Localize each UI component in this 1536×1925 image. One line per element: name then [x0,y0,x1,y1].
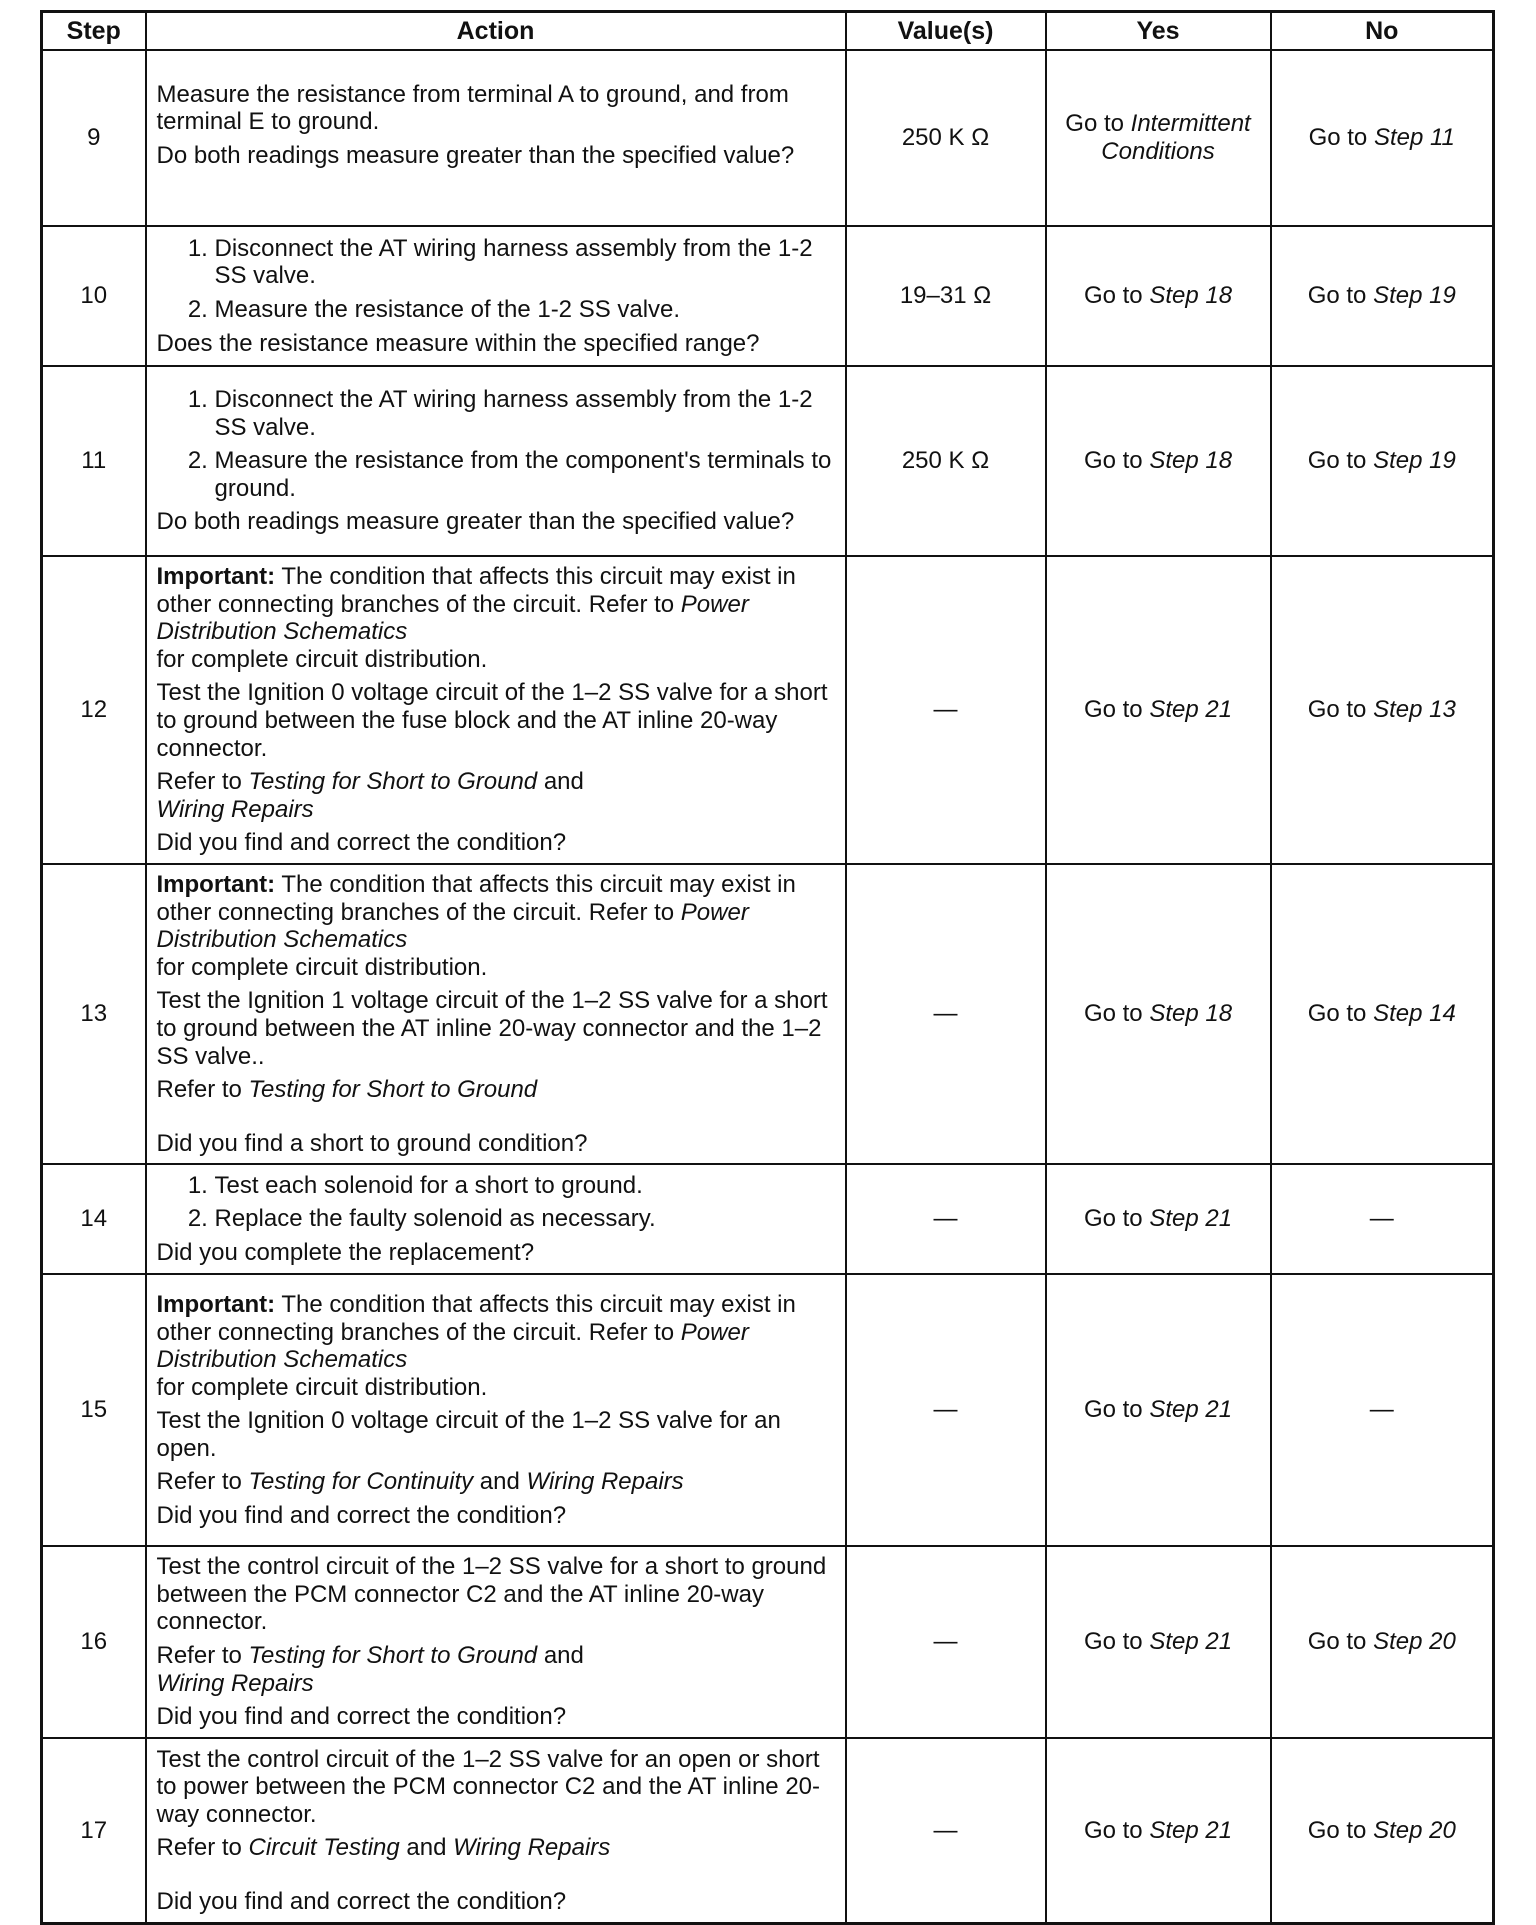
no-link: Step 14 [1373,1000,1456,1028]
value-cell: 19–31 Ω [846,226,1046,366]
value-cell: — [846,1164,1046,1274]
no-cell: Go to Step 11 [1271,50,1494,226]
action-question: Did you find and correct the condition? [156,1502,567,1530]
no-link: Step 19 [1373,282,1456,310]
important-label: Important: [156,563,276,590]
value-cell: 250 K Ω [846,366,1046,556]
table-row [42,1738,1494,1924]
action-cell [146,556,846,864]
important-label: Important: [156,1290,276,1318]
reference-link: Wiring Repairs [526,1468,684,1496]
reference-link: Power Distribution Schematics [156,590,749,646]
action-instruction: Test the control circuit of the 1–2 SS valve for a short to ground between the PCM connector C2 and the AT inline 20-way connector. [156,1553,827,1636]
action-reference: Refer to Testing for Short to Ground [156,1076,538,1104]
table-row [42,1274,1494,1546]
reference-link: Testing for Short to Ground [248,1076,538,1104]
yes-link: Step 21 [1149,1396,1233,1424]
no-cell: Go to Step 19 [1271,226,1494,366]
step-number: 17 [42,1738,146,1924]
action-list-item: 2. Measure the resistance of the 1-2 SS valve. [215,296,835,324]
action-list-item: 1. Disconnect the AT wiring harness assembly from the 1-2 SS valve. [215,235,835,290]
action-question: Do both readings measure greater than the specified value? [156,141,795,169]
action-instruction: Test the Ignition 0 voltage circuit of the 1–2 SS valve for a short to ground between the fuse block and the AT inline 20-way connector. [156,679,828,762]
reference-link: Wiring Repairs [156,1669,314,1697]
action-reference: Refer to Testing for Short to Ground and Wiring Repairs [156,768,584,823]
important-note: Important: The condition that affects this circuit may exist in other connecting branches of the circuit. Refer to Power Distribution Schematics for complete circuit distribution. [156,563,796,673]
yes-cell: Go to Step 18 [1046,226,1271,366]
action-question: Did you complete the replacement? [156,1239,535,1267]
value-cell: — [846,1546,1046,1738]
action-reference: Refer to Testing for Continuity and Wiring Repairs [156,1468,684,1496]
action-instruction: Test the Ignition 1 voltage circuit of the 1–2 SS valve for a short to ground between the AT inline 20-way connector and the 1–2 SS valve.. [156,987,828,1070]
action-reference: Refer to Circuit Testing and Wiring Repairs [156,1834,611,1862]
table-row [42,1164,1494,1274]
action-reference: Refer to Testing for Short to Ground and Wiring Repairs [156,1642,584,1697]
action-question: Did you find and correct the condition? [156,1887,567,1915]
reference-link: Testing for Continuity [248,1468,474,1496]
table-header-row [42,12,1494,51]
no-cell: Go to Step 20 [1271,1546,1494,1738]
no-link: Step 20 [1373,1816,1456,1844]
header-step: Step [42,12,146,51]
reference-link: Wiring Repairs [453,1834,611,1862]
action-cell [146,366,846,556]
action-list-item: 1. Test each solenoid for a short to ground. [215,1172,835,1200]
yes-link: Step 21 [1149,696,1233,724]
important-note: Important: The condition that affects this circuit may exist in other connecting branches of the circuit. Refer to Power Distribution Schematics for complete circuit distribution. [156,870,796,981]
step-number: 15 [42,1274,146,1546]
yes-link: Step 21 [1149,1816,1233,1844]
important-note: Important: The condition that affects this circuit may exist in other connecting branches of the circuit. Refer to Power Distribution Schematics for complete circuit distribution. [156,1290,796,1401]
no-cell: — [1271,1274,1494,1546]
reference-link: Testing for Short to Ground [248,1642,538,1670]
action-question: Did you find a short to ground condition? [156,1129,588,1157]
step-number: 16 [42,1546,146,1738]
action-question: Did you find and correct the condition? [156,1703,567,1731]
step-number: 11 [42,366,146,556]
reference-link: Wiring Repairs [156,795,314,823]
header-action: Action [146,12,846,51]
no-cell: Go to Step 20 [1271,1738,1494,1924]
no-cell: Go to Step 13 [1271,556,1494,864]
table-row [42,864,1494,1164]
no-cell: — [1271,1164,1494,1274]
action-list-item: 1. Disconnect the AT wiring harness assembly from the 1-2 SS valve. [215,386,835,441]
yes-link: Step 18 [1149,1000,1233,1028]
no-link: Step 20 [1373,1628,1456,1656]
yes-cell: Go to Step 21 [1046,1274,1271,1546]
table-row [42,50,1494,226]
reference-link: Power Distribution Schematics [156,1318,749,1374]
action-cell [146,1738,846,1924]
header-values: Value(s) [846,12,1046,51]
value-cell: 250 K Ω [846,50,1046,226]
reference-link: Power Distribution Schematics [156,898,749,954]
action-cell [146,226,846,366]
action-cell [146,1274,846,1546]
no-link: Step 11 [1373,124,1455,152]
value-cell: — [846,1274,1046,1546]
table-row [42,226,1494,366]
important-label: Important: [156,870,276,898]
action-instruction: Test the Ignition 0 voltage circuit of the 1–2 SS valve for an open. [156,1407,781,1462]
reference-link: Testing for Short to Ground [248,768,538,796]
action-list-item: 2. Measure the resistance from the component's terminals to ground. [215,447,835,502]
reference-link: Circuit Testing [248,1834,400,1862]
step-number: 9 [42,50,146,226]
yes-cell: Go to Step 18 [1046,366,1271,556]
action-question: Do both readings measure greater than the specified value? [156,508,795,536]
action-cell [146,1546,846,1738]
step-number: 10 [42,226,146,366]
action-instruction: Test the control circuit of the 1–2 SS valve for an open or short to power between the PCM connector C2 and the AT inline 20-way connector. [156,1745,821,1828]
yes-link: Intermittent Conditions [1101,110,1251,165]
table-row [42,1546,1494,1738]
action-cell [146,50,846,226]
header-no: No [1271,12,1494,51]
value-cell: — [846,556,1046,864]
action-question: Did you find and correct the condition? [156,829,567,857]
table-row [42,366,1494,556]
yes-cell: Go to Intermittent Conditions [1046,50,1271,226]
no-cell: Go to Step 14 [1271,864,1494,1164]
yes-link: Step 21 [1149,1628,1233,1656]
header-yes: Yes [1046,12,1271,51]
step-number: 14 [42,1164,146,1274]
step-number: 12 [42,556,146,864]
yes-cell: Go to Step 18 [1046,864,1271,1164]
action-cell [146,1164,846,1274]
action-instruction: Measure the resistance from terminal A to ground, and from terminal E to ground. [156,80,789,136]
value-cell: — [846,864,1046,1164]
action-question: Does the resistance measure within the specified range? [156,329,760,357]
action-cell [146,864,846,1164]
yes-cell: Go to Step 21 [1046,556,1271,864]
yes-link: Step 18 [1149,447,1233,475]
value-cell: — [846,1738,1046,1924]
yes-cell: Go to Step 21 [1046,1738,1271,1924]
diagnostic-table [40,10,1495,1925]
table-row [42,556,1494,864]
no-link: Step 19 [1373,447,1456,475]
no-cell: Go to Step 19 [1271,366,1494,556]
yes-cell: Go to Step 21 [1046,1164,1271,1274]
step-number: 13 [42,864,146,1164]
yes-cell: Go to Step 21 [1046,1546,1271,1738]
action-list-item: 2. Replace the faulty solenoid as necessary. [215,1205,835,1233]
yes-link: Step 18 [1149,282,1233,310]
no-link: Step 13 [1373,696,1456,724]
yes-link: Step 21 [1149,1205,1233,1233]
